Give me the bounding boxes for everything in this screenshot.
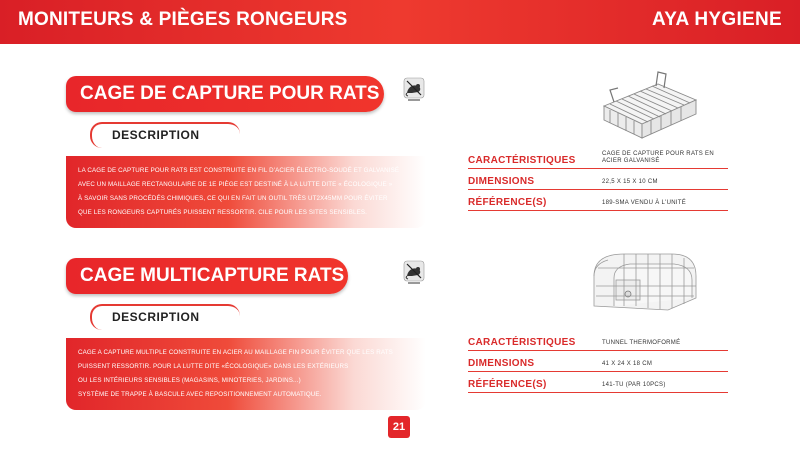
rat-icon	[403, 77, 425, 103]
product-title: CAGE DE CAPTURE POUR RATS	[66, 76, 384, 112]
description-line: À SAVOIR SANS PROCÉDÉS CHIMIQUES, CE QUI EN FAIT UN OUTIL TRÈS UT2X45MM POUR ÉVITER	[78, 195, 388, 202]
spec-table	[468, 148, 728, 211]
description-line: OU LES INTÉRIEURS SENSIBLES (MAGASINS, MINOTERIES, JARDINS...)	[78, 377, 301, 384]
spec-row	[468, 169, 728, 190]
spec-row	[468, 190, 728, 211]
spec-value: CAGE DE CAPTURE POUR RATS EN ACIER GALVANISÉ	[602, 151, 714, 164]
description-label: DESCRIPTION	[90, 122, 240, 148]
product-image-cage	[596, 66, 704, 142]
spec-value: 189-SMA VENDU À L'UNITÉ	[602, 200, 687, 206]
spec-key: DIMENSIONS	[468, 358, 535, 369]
brand-name: AYA HYGIENE	[651, 9, 782, 30]
spec-row	[468, 330, 728, 351]
spec-key: CARACTÉRISTIQUES	[468, 337, 576, 348]
rat-icon	[403, 260, 425, 286]
product-title: CAGE MULTICAPTURE RATS	[66, 258, 348, 294]
description-line: SYSTÈME DE TRAPPE À BASCULE AVEC REPOSITIONNEMENT AUTOMATIQUE.	[78, 391, 322, 398]
spec-value: TUNNEL THERMOFORMÉ	[602, 340, 681, 346]
header-title: MONITEURS & PIÈGES RONGEURS	[18, 9, 348, 30]
description-label: DESCRIPTION	[90, 304, 240, 330]
spec-table	[468, 330, 728, 393]
description-line: PUISSENT RESSORTIR. POUR LA LUTTE DITE «ÉCOLOGIQUE» DANS LES EXTÉRIEURS	[78, 363, 349, 370]
description-text	[66, 338, 426, 410]
header-bar	[0, 0, 800, 44]
spec-value: 141-TU (PAR 10PCS)	[602, 382, 666, 388]
spec-value: 22,5 X 15 X 10 CM	[602, 179, 658, 185]
description-line: AVEC UN MAILLAGE RECTANGULAIRE DE 1E PIÈGE EST DESTINÉ À LA LUTTE DITE « ÉCOLOGIQUE »	[78, 181, 393, 188]
description-line: CAGE A CAPTURE MULTIPLE CONSTRUITE EN ACIER AU MAILLAGE FIN POUR ÉVITER QUE LES RATS	[78, 349, 393, 356]
product-image-tunnel	[584, 236, 704, 326]
description-line: LA CAGE DE CAPTURE POUR RATS EST CONSTRUITE EN FIL D'ACIER ÉLECTRO-SOUDÉ ET GALVANISÉ	[78, 167, 400, 174]
spec-key: RÉFÉRENCE(S)	[468, 379, 547, 390]
spec-key: CARACTÉRISTIQUES	[468, 155, 576, 166]
description-text	[66, 156, 426, 228]
spec-row	[468, 148, 728, 169]
spec-row	[468, 372, 728, 393]
spec-value: 41 X 24 X 18 CM	[602, 361, 653, 367]
spec-row	[468, 351, 728, 372]
spec-key: RÉFÉRENCE(S)	[468, 197, 547, 208]
spec-key: DIMENSIONS	[468, 176, 535, 187]
page-number: 21	[388, 416, 410, 438]
description-line: QUE LES RONGEURS CAPTURÉS PUISSENT RESSORTIR. CILE POUR LES SITES SENSIBLES.	[78, 209, 367, 216]
